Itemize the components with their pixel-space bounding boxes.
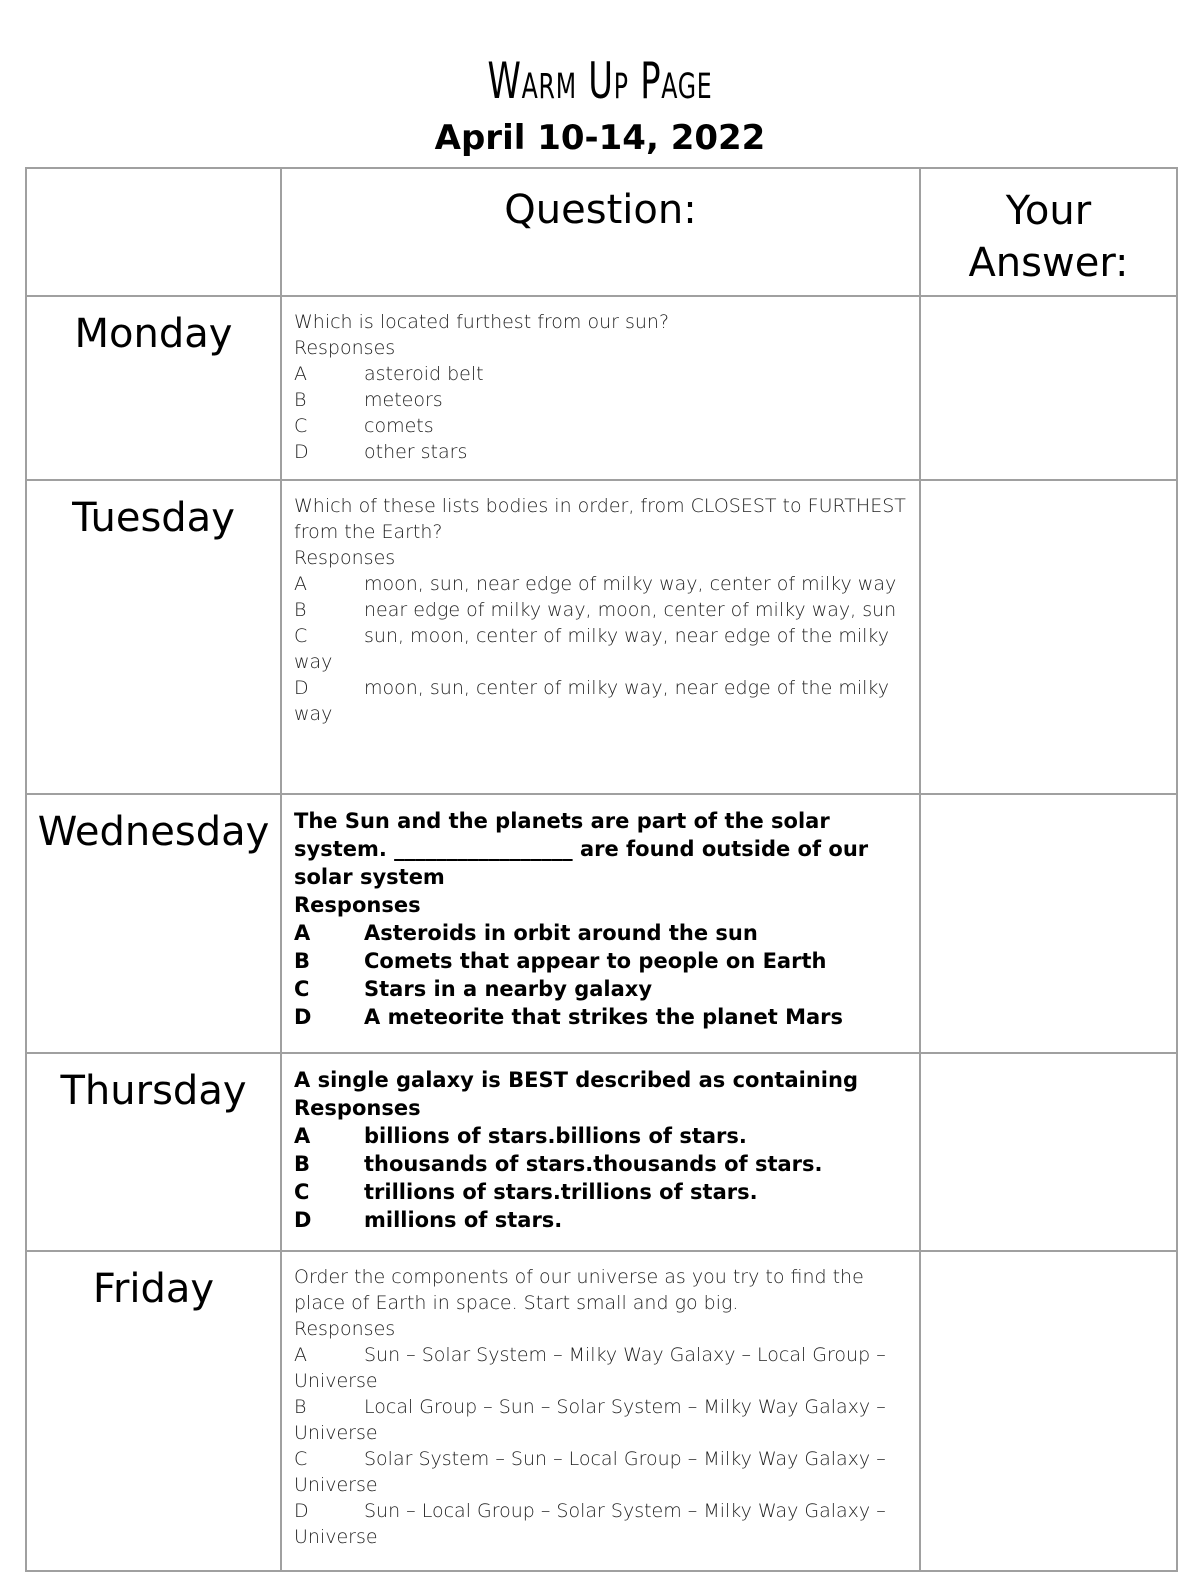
question-text: Order the components of our universe as you try to find the place of Earth in space. Start small and go big. [294,1266,864,1314]
question-text: A single galaxy is BEST described as containing [294,1068,858,1092]
option-a: A billions of stars.billions of stars. [294,1124,747,1148]
option-b: B thousands of stars.thousands of stars. [294,1152,823,1176]
header-day-cell [26,168,281,296]
date-range: April 10-14, 2022 [434,118,766,158]
option-d: D moon, sun, center of milky way, near edge of the milky way [294,677,889,725]
header-question: Question: [281,168,920,296]
option-a: A Sun – Solar System – Milky Way Galaxy – Local Group – Universe [294,1344,886,1392]
option-c: C sun, moon, center of milky way, near edge of the milky way [294,625,889,673]
answer-cell[interactable] [920,1251,1177,1571]
responses-label: Responses [294,1318,396,1340]
option-d: D millions of stars. [294,1208,563,1232]
responses-label: Responses [294,547,396,569]
table-row [26,480,1177,794]
day-label: Thursday [26,1053,281,1251]
table-row [26,1053,1177,1251]
question-cell [281,1053,920,1251]
option-d: D other stars [294,441,468,463]
day-label: Monday [26,296,281,480]
question-cell [281,296,920,480]
question-text: Which is located furthest from our sun? [294,311,670,333]
header-row [26,168,1177,296]
day-label: Wednesday [26,794,281,1053]
question-cell [281,1251,920,1571]
question-text: The Sun and the planets are part of the solar system. _________________ are found outside of our solar system [294,809,869,889]
option-d: D Sun – Local Group – Solar System – Milky Way Galaxy – Universe [294,1500,886,1548]
responses-label: Responses [294,337,396,359]
option-c: C Stars in a nearby galaxy [294,977,653,1001]
option-b: B near edge of milky way, moon, center of milky way, sun [294,599,897,621]
question-cell [281,794,920,1053]
option-b: B Comets that appear to people on Earth [294,949,827,973]
page-title: Warm Up Page [487,52,713,110]
header-answer: Your Answer: [920,168,1177,296]
option-b: B Local Group – Sun – Solar System – Milky Way Galaxy – Universe [294,1396,886,1444]
option-c: C comets [294,415,434,437]
responses-label: Responses [294,1096,421,1120]
option-c: C Solar System – Sun – Local Group – Milky Way Galaxy – Universe [294,1448,886,1496]
answer-cell[interactable] [920,480,1177,794]
table-row [26,794,1177,1053]
option-a: A asteroid belt [294,363,484,385]
question-cell [281,480,920,794]
responses-label: Responses [294,893,421,917]
option-d: D A meteorite that strikes the planet Mars [294,1005,844,1029]
question-text: Which of these lists bodies in order, from CLOSEST to FURTHEST from the Earth? [294,495,906,543]
option-c: C trillions of stars.trillions of stars. [294,1180,758,1204]
option-a: A moon, sun, near edge of milky way, center of milky way [294,573,897,595]
table-row [26,1251,1177,1571]
table-row [26,296,1177,480]
answer-cell[interactable] [920,1053,1177,1251]
warm-up-table [25,167,1178,1572]
option-b: B meteors [294,389,443,411]
day-label: Tuesday [26,480,281,794]
day-label: Friday [26,1251,281,1571]
answer-cell[interactable] [920,794,1177,1053]
option-a: A Asteroids in orbit around the sun [294,921,758,945]
answer-cell[interactable] [920,296,1177,480]
